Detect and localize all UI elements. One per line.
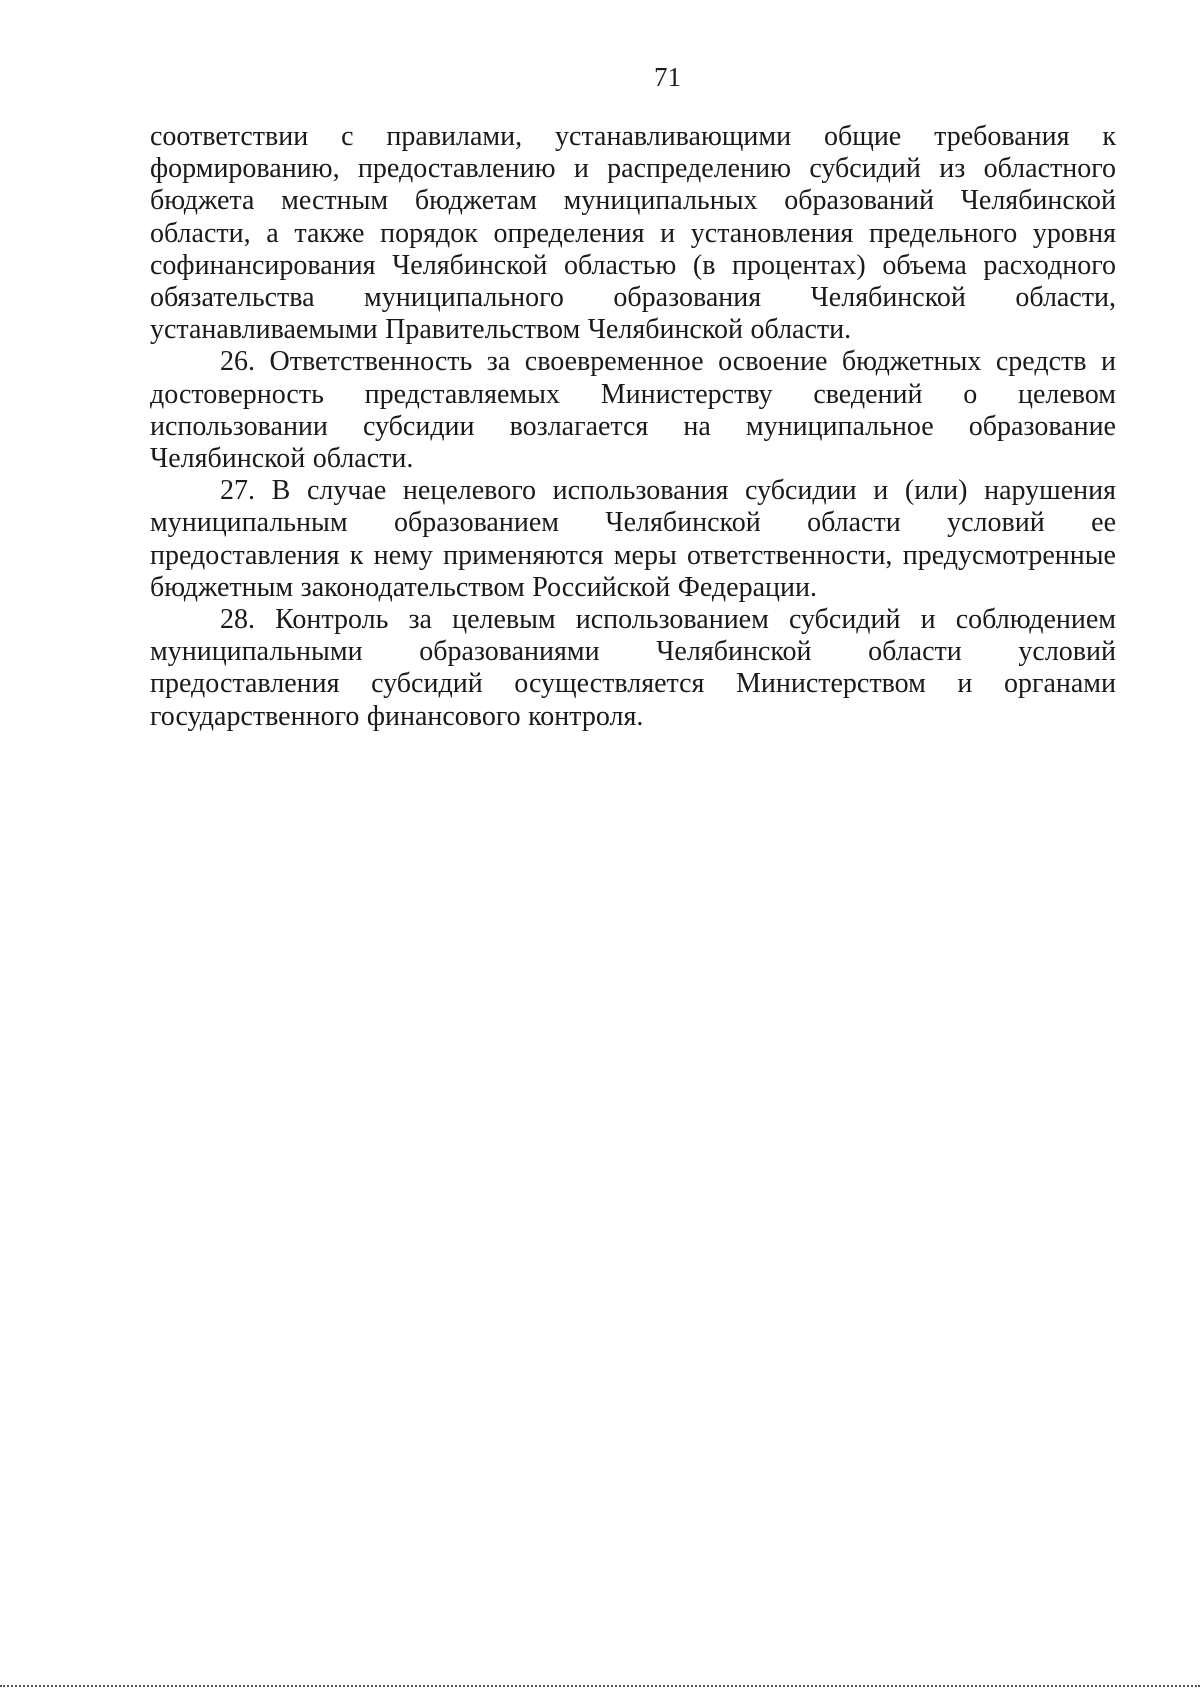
paragraph-item-27: 27. В случае нецелевого использования субсидии и (или) нарушения муниципальным образованием Челябинской области условий ее предоставления к нему применяются меры ответственности, предусмотренные бюджетным законодательством Российской Федерации. [150, 475, 1116, 603]
page-number: 71 [654, 62, 681, 92]
paragraph-continuation: соответствии с правилами, устанавливающими общие требования к формированию, предоставлению и распределению субсидий из областного бюджета местным бюджетам муниципальных образований Челябинской области, а также порядок определения и установления предельного уровня софинансирования Челябинской областью (в процентах) объема расходного обязательства муниципального образования Челябинской области, устанавливаемыми Правительством Челябинской области. [150, 121, 1116, 346]
scan-bottom-edge [0, 1685, 1200, 1687]
document-body [150, 121, 1116, 733]
paragraph-item-28: 28. Контроль за целевым использованием субсидий и соблюдением муниципальными образованиями Челябинской области условий предоставления субсидий осуществляется Министерством и органами государственного финансового контроля. [150, 604, 1116, 732]
paragraph-item-26: 26. Ответственность за своевременное освоение бюджетных средств и достоверность представляемых Министерству сведений о целевом использовании субсидии возлагается на муниципальное образование Челябинской области. [150, 346, 1116, 475]
